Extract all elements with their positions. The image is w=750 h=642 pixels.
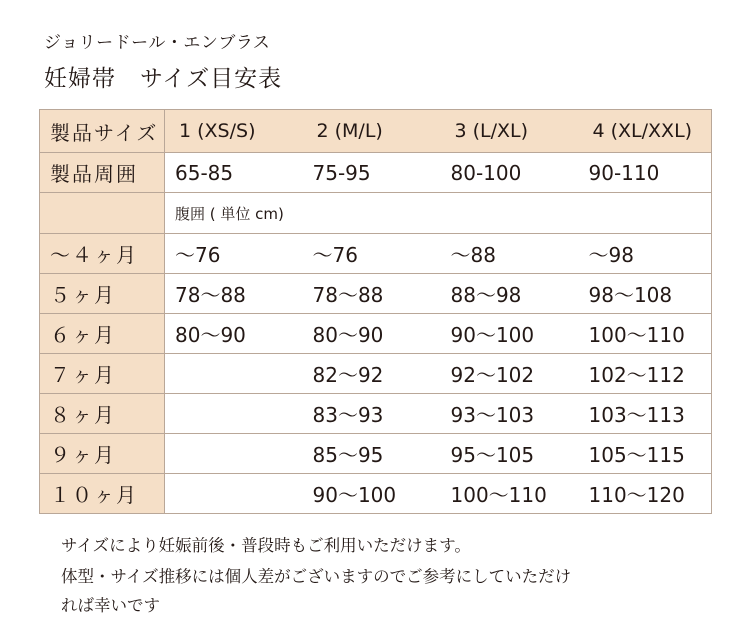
table-cell bbox=[165, 394, 303, 434]
table-cell: 80-100 bbox=[441, 153, 579, 193]
table-cell: 100～110 bbox=[579, 314, 712, 354]
table-cell: 95～105 bbox=[441, 434, 579, 474]
row-label: 製品周囲 bbox=[40, 153, 165, 193]
table-cell: ～76 bbox=[303, 234, 441, 274]
header-row bbox=[40, 110, 712, 153]
table-cell: 83～93 bbox=[303, 394, 441, 434]
row-label: ７ヶ月 bbox=[40, 354, 165, 394]
row-label-empty bbox=[40, 193, 165, 234]
table-cell bbox=[165, 474, 303, 514]
row-label: ６ヶ月 bbox=[40, 314, 165, 354]
table-row bbox=[40, 314, 712, 354]
row-label: ～４ヶ月 bbox=[40, 234, 165, 274]
table-cell: 90～100 bbox=[441, 314, 579, 354]
row-label: ８ヶ月 bbox=[40, 394, 165, 434]
table-cell: 90-110 bbox=[579, 153, 712, 193]
table-cell: 103～113 bbox=[579, 394, 712, 434]
table-cell: 88～98 bbox=[441, 274, 579, 314]
brand-name: ジョリードール・エンブラス bbox=[44, 33, 271, 53]
table-cell bbox=[165, 434, 303, 474]
footnote-line-2: 体型・サイズ推移には個人差がございますのでご参考にしていただけ bbox=[61, 567, 572, 586]
table-cell: 102～112 bbox=[579, 354, 712, 394]
table-row bbox=[40, 394, 712, 434]
product-range-row bbox=[40, 153, 712, 193]
table-cell: 80～90 bbox=[303, 314, 441, 354]
unit-note-row bbox=[40, 193, 712, 234]
table-row bbox=[40, 234, 712, 274]
belly-unit-note: 腹囲 ( 単位 cm) bbox=[165, 193, 712, 234]
header-size-3: 3 (L/XL) bbox=[441, 110, 579, 153]
header-size-2: 2 (M/L) bbox=[303, 110, 441, 153]
footnote-line-1: サイズにより妊娠前後・普段時もご利用いただけます。 bbox=[61, 536, 471, 555]
table-cell: 98～108 bbox=[579, 274, 712, 314]
table-row bbox=[40, 434, 712, 474]
table-cell: 100～110 bbox=[441, 474, 579, 514]
table-cell: 78～88 bbox=[165, 274, 303, 314]
table-cell: 92～102 bbox=[441, 354, 579, 394]
table-row bbox=[40, 474, 712, 514]
page-title: 妊婦帯 サイズ目安表 bbox=[44, 66, 283, 92]
table-cell: ～88 bbox=[441, 234, 579, 274]
table-cell: 82～92 bbox=[303, 354, 441, 394]
table-cell: 65-85 bbox=[165, 153, 303, 193]
table-cell: 78～88 bbox=[303, 274, 441, 314]
row-label: ５ヶ月 bbox=[40, 274, 165, 314]
table-cell: 105～115 bbox=[579, 434, 712, 474]
table-cell: ～98 bbox=[579, 234, 712, 274]
row-label: １０ヶ月 bbox=[40, 474, 165, 514]
table-cell bbox=[165, 354, 303, 394]
table-row bbox=[40, 354, 712, 394]
table-cell: 93～103 bbox=[441, 394, 579, 434]
table-cell: 110～120 bbox=[579, 474, 712, 514]
table-cell: ～76 bbox=[165, 234, 303, 274]
footnote-line-3: れば幸いです bbox=[61, 596, 160, 615]
size-chart-table bbox=[39, 109, 712, 514]
table-cell: 90～100 bbox=[303, 474, 441, 514]
header-size-1: 1 (XS/S) bbox=[165, 110, 303, 153]
header-size-4: 4 (XL/XXL) bbox=[579, 110, 712, 153]
table-cell: 85～95 bbox=[303, 434, 441, 474]
table-row bbox=[40, 274, 712, 314]
table-cell: 75-95 bbox=[303, 153, 441, 193]
header-label: 製品サイズ bbox=[40, 110, 165, 153]
row-label: ９ヶ月 bbox=[40, 434, 165, 474]
table-cell: 80～90 bbox=[165, 314, 303, 354]
